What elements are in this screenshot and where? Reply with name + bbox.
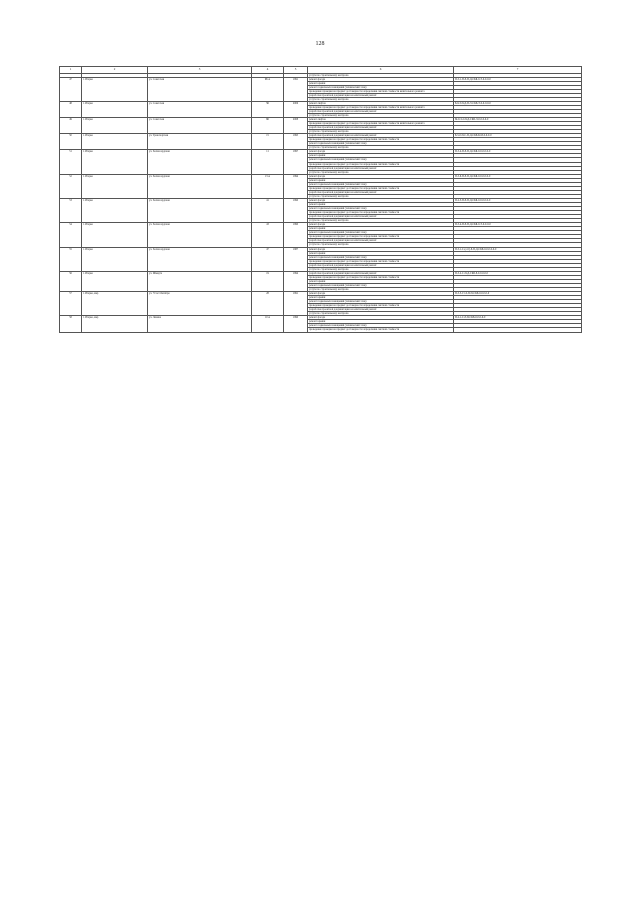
- record-work: ремонт фасада: [308, 174, 454, 178]
- record-work: разработка проектной документации на капитальный ремонт: [308, 166, 454, 170]
- header-cell: 2: [82, 67, 148, 74]
- record-work: проведение проверки на предмет достоверности определения сметной стоимости: [308, 259, 454, 263]
- record-year: 1987: [284, 247, 308, 271]
- record-code: М-9-3-2-П-Д-СКБ-Э-0-0-0-0-0: [454, 118, 582, 122]
- record-street: ул. Хелмосердская: [148, 223, 252, 247]
- record-work: ремонт крыши: [308, 320, 454, 324]
- record-work: разработка проектной документации на капитальный ремонт: [308, 190, 454, 194]
- record-code: П-5-4-П-8-П-Д-СКБ-0-0-0-0-0-0: [454, 150, 582, 154]
- record-code: П-5-1-С-(ост)-8-П-Д-СКБ-0-0-0-0-0-0: [454, 247, 582, 251]
- record-street: ул. Ленина: [148, 316, 252, 332]
- record-house: 13 А: [252, 174, 284, 198]
- record-work: ремонт фасада: [308, 247, 454, 251]
- record-work: ремонт фасада: [308, 150, 454, 154]
- header-cell: 6: [308, 67, 454, 74]
- record-town: г. Игарка: [82, 77, 148, 101]
- record-work: услуги по строительному контролю: [308, 170, 454, 174]
- record-work: разработка проектной документации на капитальный ремонт: [308, 215, 454, 219]
- record-work: ремонт лифтов: [308, 118, 454, 122]
- record-work: услуги по строительному контролю: [308, 97, 454, 101]
- record-house: 5Б: [252, 101, 284, 117]
- record-number: 55: [60, 247, 82, 271]
- record-work: проведение проверки на предмет достоверности определения сметной стоимости: [308, 138, 454, 142]
- record-street: ул. 70 лет Октября: [148, 292, 252, 316]
- record-work: ремонт крыши: [308, 81, 454, 85]
- record-number: 47: [60, 77, 82, 101]
- record-work: разработка проектной документации на капитальный ремонт: [308, 239, 454, 243]
- record-work: ремонт фасада: [308, 316, 454, 320]
- header-cell: 7: [454, 67, 582, 74]
- record-house: 28: [252, 292, 284, 316]
- record-year: 1997: [284, 150, 308, 174]
- record-work: ремонт крыши: [308, 227, 454, 231]
- record-work: ремонт подвальных помещений (технический этаж): [308, 255, 454, 259]
- record-code: П-2-1-С-8-П-СКБ-0-0-0-0-0: [454, 316, 582, 320]
- record-year: 2006: [284, 101, 308, 117]
- register-body: [60, 67, 582, 333]
- record-house: 6Б: [252, 118, 284, 134]
- record-code: П-5-1-П-8-П-Д-СКБ-0-Э-0-0-0-0: [454, 77, 582, 81]
- record-number: 52: [60, 174, 82, 198]
- record-work: проведение проверки на предмет достоверности определения сметной стоимости: [308, 328, 454, 332]
- page-number: 128: [315, 41, 325, 47]
- record-work: ремонт подвальных помещений (технический этаж): [308, 142, 454, 146]
- record-number: 48: [60, 101, 82, 117]
- record-work: услуги по строительному контролю: [308, 130, 454, 134]
- record-work: услуги по строительному контролю: [308, 312, 454, 316]
- record-work: разработка проектной документации на капитальный ремонт: [308, 271, 454, 275]
- record-town: г. Игарка: [82, 223, 148, 247]
- record-number: 50: [60, 134, 82, 150]
- record-code: Б-5-0-П-С-П-Д-СКБ-Б-М-0-0-0-0: [454, 134, 582, 138]
- record-work: ремонт крыши: [308, 279, 454, 283]
- record-code: П-2-3-П-8-П-Д-СКБ-0-0-0-0-0-0: [454, 198, 582, 202]
- record-street: ул. Хелмосердская: [148, 198, 252, 222]
- record-work: ремонт фасада: [308, 77, 454, 81]
- record-year: 1995: [284, 134, 308, 150]
- record-street: ул. Советская: [148, 101, 252, 117]
- record-street: ул. Транспортная: [148, 134, 252, 150]
- record-street: ул. Шмидта: [148, 271, 252, 291]
- record-year: 1990: [284, 198, 308, 222]
- record-year: 2008: [284, 118, 308, 134]
- record-town: г. Игарка: [82, 174, 148, 198]
- record-work: разработка проектной документации на капитальный ремонт: [308, 93, 454, 97]
- record-year: 1990: [284, 316, 308, 332]
- record-year: 1990: [284, 223, 308, 247]
- record-town: г. Игарка: [82, 101, 148, 117]
- record-work: услуги по строительному контролю: [308, 219, 454, 223]
- record-work: ремонт фасада: [308, 223, 454, 227]
- record-code: П-5-4-П-8-П-Д-СКБ-0-Э-0-0-0-0: [454, 223, 582, 227]
- record-street: ул. Советская: [148, 118, 252, 134]
- record-work: ремонт фасада: [308, 198, 454, 202]
- record-work: услуги по строительному контролю: [308, 267, 454, 271]
- record-work: ремонт подвальных помещений (технический этаж): [308, 85, 454, 89]
- record-work: ремонт подвальных помещений (технический этаж): [308, 158, 454, 162]
- record-town: г. Игарка: [82, 271, 148, 291]
- record-work: проведение проверки на предмет достоверности определения сметной стоимости: [308, 235, 454, 239]
- record-number: 53: [60, 198, 82, 222]
- header-cell: 1: [60, 67, 82, 74]
- record-work: услуги по строительному контролю: [308, 243, 454, 247]
- record-year: 1991: [284, 292, 308, 316]
- record-work: проведение проверки на предмет достоверности определения сметной стоимости: [308, 162, 454, 166]
- record-work: услуги по строительному контролю: [308, 194, 454, 198]
- record-code-empty: [454, 328, 582, 332]
- record-town: г. Игарка: [82, 134, 148, 150]
- record-work: проведение проверки на предмет достоверности определения сметной стоимости: [308, 186, 454, 190]
- record-work: разработка проектной документации на капитальный ремонт: [308, 308, 454, 312]
- register-table: [59, 66, 582, 333]
- record-year: 1994: [284, 174, 308, 198]
- record-work: разработка проектной документации на капитальный ремонт: [308, 109, 454, 113]
- record-town: г. Игарка: [82, 198, 148, 222]
- record-work: ремонт подвальных помещений (технический этаж): [308, 300, 454, 304]
- record-code: П-5-3-Ст-0-П-П-СКБ-0-0-0-0-0: [454, 292, 582, 296]
- carry-over-text: услуги по строительному контролю: [308, 73, 454, 77]
- record-number: 51: [60, 150, 82, 174]
- header-cell: 4: [252, 67, 284, 74]
- record-work: проведение проверки на предмет достоверности определения сметной стоимости капитального ремонта: [308, 89, 454, 93]
- record-work: ремонт подвальных помещений (технический этаж): [308, 324, 454, 328]
- record-work: разработка проектной документации на капитальный ремонт: [308, 263, 454, 267]
- record-work: ремонт крыши: [308, 296, 454, 300]
- record-number: 57: [60, 292, 82, 316]
- record-number: 58: [60, 316, 82, 332]
- record-work: проведение проверки на предмет достоверности определения сметной стоимости: [308, 211, 454, 215]
- record-year: 1991: [284, 77, 308, 101]
- record-work: услуги по строительному контролю: [308, 113, 454, 117]
- record-house: 9Б А: [252, 77, 284, 101]
- record-work: проведение проверки на предмет достоверности определения сметной стоимости: [308, 304, 454, 308]
- record-town: г. Игарка, мкр: [82, 316, 148, 332]
- record-work: ремонт фасада: [308, 292, 454, 296]
- record-house: 41: [252, 198, 284, 222]
- record-town: г. Игарка: [82, 118, 148, 134]
- record-town: г. Игарка: [82, 247, 148, 271]
- record-house: 11: [252, 150, 284, 174]
- record-work: ремонт подвальных помещений (технический этаж): [308, 207, 454, 211]
- record-street: ул. Хелмосердская: [148, 174, 252, 198]
- header-cell: 3: [148, 67, 252, 74]
- record-work: ремонт крыши: [308, 203, 454, 207]
- record-work: проведение проверки на предмет достоверности определения сметной стоимости: [308, 275, 454, 279]
- record-street: ул. Хелмосердская: [148, 150, 252, 174]
- record-street: ул. Советская: [148, 77, 252, 101]
- record-house: 43: [252, 223, 284, 247]
- record-work: проведение проверки на предмет достоверности определения сметной стоимости капитального ремонта: [308, 105, 454, 109]
- record-work: ремонт подвальных помещений (технический этаж): [308, 283, 454, 287]
- header-cell: 5: [284, 67, 308, 74]
- record-number: 54: [60, 223, 82, 247]
- record-work: ремонт крыши: [308, 178, 454, 182]
- record-number: 49: [60, 118, 82, 134]
- record-year: 1994: [284, 271, 308, 291]
- record-work: разработка проектной документации на капитальный ремонт: [308, 126, 454, 130]
- record-town: г. Игарка, мкр: [82, 292, 148, 316]
- record-work: ремонт крыши: [308, 251, 454, 255]
- record-street: ул. Хелмосердская: [148, 247, 252, 271]
- record-house: 10 А: [252, 316, 284, 332]
- record-work: ремонт лифтов: [308, 101, 454, 105]
- record-house: 19: [252, 271, 284, 291]
- record-code: Б-9-3-П-Д-П-Э-СКБ-Э-0-0-0-0-0: [454, 101, 582, 105]
- record-number: 56: [60, 271, 82, 291]
- record-work: ремонт подвальных помещений (технический этаж): [308, 182, 454, 186]
- record-town: г. Игарка: [82, 150, 148, 174]
- record-code: П-5-6-П-8-П-Д-СКБ-0-0-0-0-0-0: [454, 174, 582, 178]
- record-work: ремонт подвальных помещений (технический этаж): [308, 231, 454, 235]
- record-work: проведение проверки на предмет достоверности определения сметной стоимости капитального ремонта: [308, 122, 454, 126]
- record-house: 47: [252, 247, 284, 271]
- record-work: ремонт крыши: [308, 154, 454, 158]
- record-code: П-5-2-С-П-Д-СКБ-8-0-0-0-0-0: [454, 271, 582, 275]
- record-work: разработка проектной документации на капитальный ремонт: [308, 134, 454, 138]
- record-work: услуги по строительному контролю: [308, 146, 454, 150]
- record-work: услуги по строительному контролю: [308, 287, 454, 291]
- record-house: 15: [252, 134, 284, 150]
